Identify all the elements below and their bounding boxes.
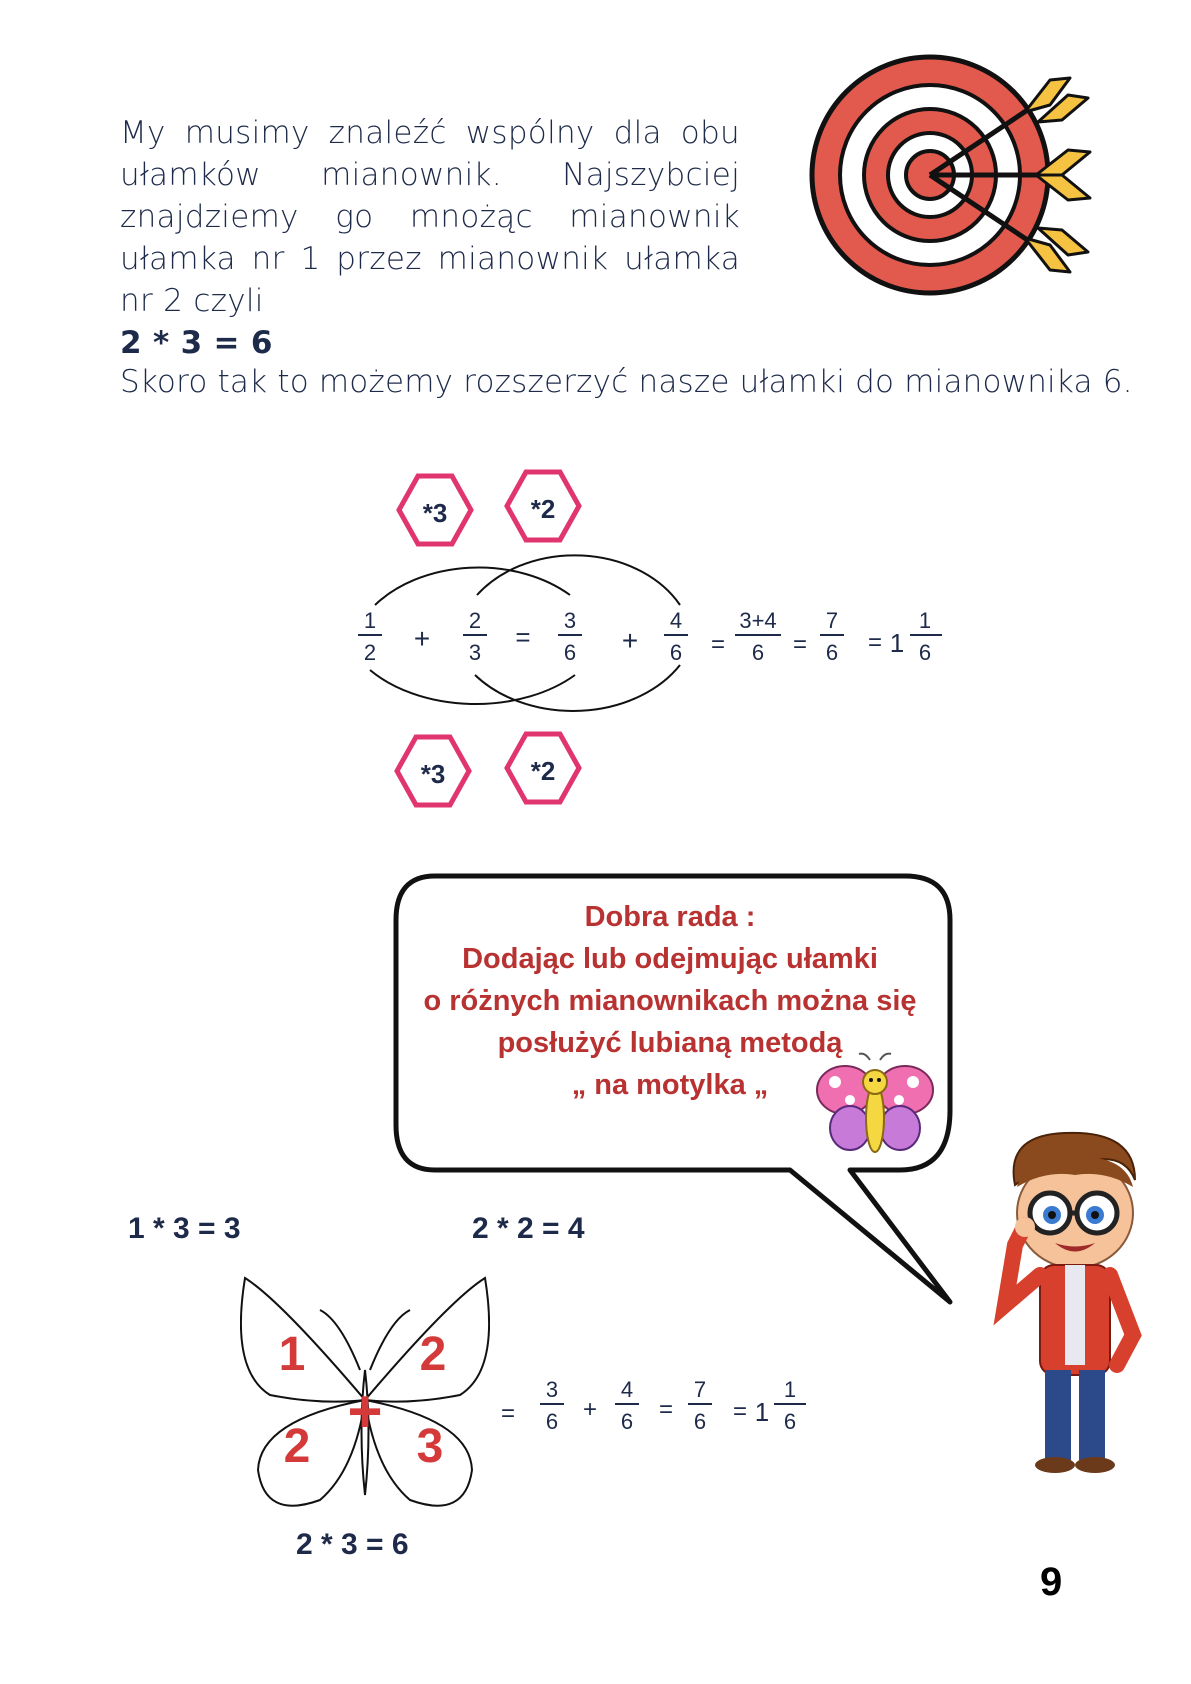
intro-line: ułamków mianownik. Najszybciej [120,157,740,193]
tip-heading: Dobra rada : [584,901,756,933]
fraction-2-numerator: 2 [468,608,482,633]
svg-text:*3: *3 [420,759,446,789]
result-f2-numerator: 4 [620,1377,634,1402]
bottom-equation: 2 * 3 = 6 [296,1528,409,1561]
mixed-whole: 1 [889,628,905,658]
svg-text:*3: *3 [422,498,448,528]
fraction-6-denominator: 6 [825,640,839,665]
fraction-2-denominator: 3 [468,640,482,665]
fraction-3-denominator: 6 [563,640,577,665]
target-icon [800,50,1120,300]
butterfly-icon [815,1050,935,1165]
arc-top-left [375,567,570,605]
result-f3-numerator: 7 [693,1377,707,1402]
equals-sign: = [500,1400,516,1427]
result-f1-denominator: 6 [545,1409,559,1434]
equals-sign: = [658,1396,674,1423]
butterfly-diagram [240,1270,490,1520]
fraction-6-numerator: 7 [825,608,839,633]
fraction-5-numerator: 3+4 [739,608,777,633]
result-f4-denominator: 6 [783,1409,797,1434]
plus-sign: + [413,623,431,654]
hex-badge-top-left [399,476,471,544]
fraction-4-numerator: 4 [669,608,683,633]
numerator-2: 2 [419,1328,447,1381]
hex-badge-bottom-left [397,737,469,805]
boy-illustration [985,1125,1160,1480]
intro-line: nr 1 przez mianownik ułamka nr 2 czyli [120,241,740,319]
plus-sign: + [621,625,639,656]
fraction-7-numerator: 1 [918,608,932,633]
page-number: 9 [1040,1560,1063,1604]
arc-top-right [477,555,680,605]
result-whole: 1 [754,1397,770,1427]
svg-text:*2: *2 [530,756,556,786]
result-f4-numerator: 1 [783,1377,797,1402]
intro-line: znajdziemy go mnożąc mianownik ułamka [120,199,740,277]
tip-line: Dodając lub odejmując ułamki [462,943,878,975]
result-f3-denominator: 6 [693,1409,707,1434]
intro-bold-equation: 2 * 3 = 6 [120,325,273,361]
equals-sign: = [867,629,883,656]
fraction-5-denominator: 6 [751,640,765,665]
fraction-1-denominator: 2 [363,640,377,665]
left-equation: 1 * 3 = 3 [128,1212,241,1245]
numerator-1: 1 [278,1328,306,1381]
hex-badge-bottom-right [507,734,579,802]
intro-line: My musimy znaleźć wspólny dla obu [120,115,740,151]
equals-sign: = [515,622,531,652]
equals-sign: = [710,631,726,658]
arc-bottom-right [475,665,680,711]
fraction-3-numerator: 3 [563,608,577,633]
plus-sign: + [582,1396,598,1423]
denominator-1: 2 [283,1420,311,1473]
equals-sign: = [732,1398,748,1425]
tip-line: „ na motylka „ [571,1069,769,1101]
hex-badge-top-right [507,472,579,540]
arc-bottom-left [370,670,575,704]
svg-text:*2: *2 [530,494,556,524]
butterfly-result [490,1365,830,1455]
fraction-diagram [330,460,970,820]
equals-sign: = [792,631,808,658]
right-equation: 2 * 2 = 4 [472,1212,585,1245]
denominator-2: 3 [416,1420,444,1473]
result-f2-denominator: 6 [620,1409,634,1434]
fraction-7-denominator: 6 [918,640,932,665]
intro-paragraph [120,112,740,364]
fraction-1-numerator: 1 [363,608,377,633]
tip-line: o różnych mianownikach można się [423,985,917,1017]
extend-sentence: Skoro tak to możemy rozszerzyć nasze ułamki do mianownika 6. [120,364,1133,400]
butterfly-plus: + [347,1378,383,1445]
result-f1-numerator: 3 [545,1377,559,1402]
fraction-4-denominator: 6 [669,640,683,665]
tip-line: posłużyć lubianą metodą [497,1027,843,1059]
